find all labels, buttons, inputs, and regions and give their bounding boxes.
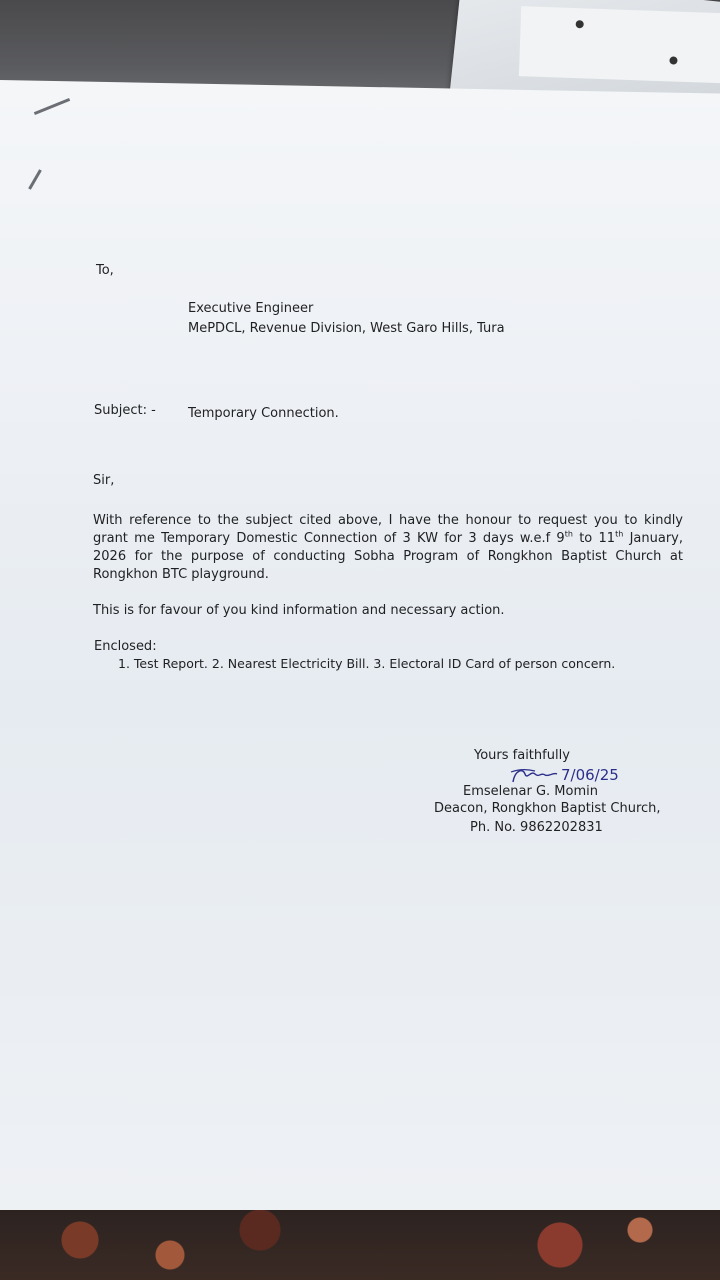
addressee-line-1: Executive Engineer xyxy=(188,301,314,316)
body-paragraph-1: With reference to the subject cited above, I have the honour to request you to kindly grant me Temporary Domestic Connection of 3 KW for 3 days w.e.f 9th to 11th January, 2026 for the purpose of conducting Sobha Program of Rongkhon Baptist Church at Rongkhon BTC playground. xyxy=(93,513,684,582)
enclosed-list: 1. Test Report. 2. Nearest Electricity Bill. 3. Electoral ID Card of person concern. xyxy=(118,656,616,671)
background-paper-2 xyxy=(519,6,720,84)
salutation: Sir, xyxy=(93,473,115,488)
addressee-line-2: MePDCL, Revenue Division, West Garo Hills, Tura xyxy=(188,321,505,336)
punch-hole xyxy=(669,56,677,64)
background-fabric xyxy=(0,1200,720,1280)
punch-hole xyxy=(576,20,584,28)
subject-label: Subject: - xyxy=(94,403,156,418)
enclosed-label: Enclosed: xyxy=(94,639,157,654)
subject-value: Temporary Connection. xyxy=(188,406,339,421)
signatory-phone: Ph. No. 9862202831 xyxy=(470,820,603,835)
closing: Yours faithfully xyxy=(474,748,570,763)
signatory-name: Emselenar G. Momin xyxy=(463,784,598,799)
signature-date: 7/06/25 xyxy=(561,766,619,784)
letter-to: To, xyxy=(96,263,114,278)
signatory-title: Deacon, Rongkhon Baptist Church, xyxy=(434,801,661,816)
body-paragraph-2: This is for favour of you kind information and necessary action. xyxy=(93,603,505,618)
